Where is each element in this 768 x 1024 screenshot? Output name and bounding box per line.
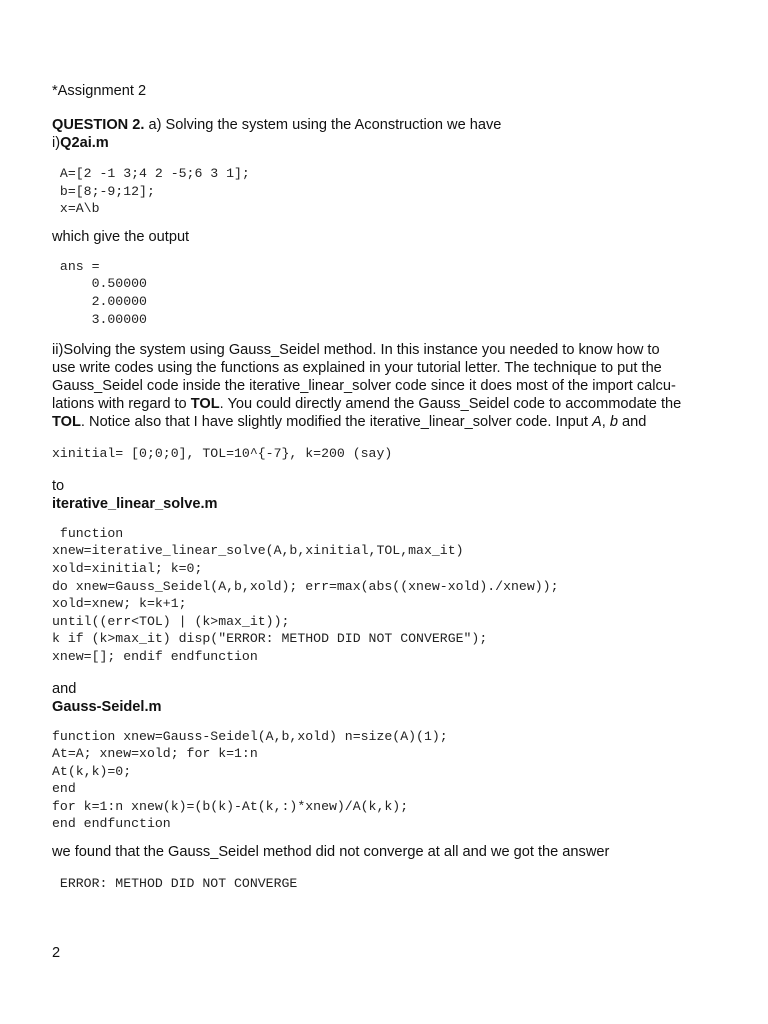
and-label: and (52, 680, 77, 697)
part-ii-paragraph (52, 341, 718, 431)
paragraph-line (52, 395, 718, 413)
code-line: xnew=[]; endif endfunction (52, 648, 258, 664)
code-line: xnew=iterative_linear_solve(A,b,xinitial,TOL,max_it) (52, 543, 464, 559)
to-label: to (52, 477, 65, 494)
code-line: b=[8;-9;12]; (52, 183, 155, 199)
output-intro: which give the output (52, 228, 190, 245)
paragraph-line (52, 413, 718, 431)
text-run: and (617, 414, 647, 431)
paragraph-line: use write codes using the functions as explained in your tutorial letter. The technique to put the (52, 360, 662, 377)
error-output: ERROR: METHOD DID NOT CONVERGE (52, 876, 298, 892)
part-i-code-block (52, 165, 718, 218)
paragraph-line: Gauss_Seidel code inside the iterative_linear_solver code since it does most of the import calcu- (52, 378, 676, 395)
code-line: x=A\b (52, 201, 100, 217)
code-line: function xnew=Gauss-Seidel(A,b,xold) n=size(A)(1); (52, 728, 448, 744)
code-line: end (52, 781, 76, 797)
gs-code-block (52, 728, 718, 834)
output-line: 2.00000 (52, 293, 147, 309)
output-line: 3.00000 (52, 311, 147, 327)
text-run: . You could directly amend the Gauss_Seidel code to accommodate the (219, 396, 682, 413)
part-i-filename: Q2ai.m (60, 135, 109, 151)
solver-code-block (52, 525, 718, 666)
code-line: function (52, 525, 124, 541)
document-page (52, 82, 718, 893)
question-label: QUESTION 2. (52, 117, 145, 133)
paragraph-line: ii)Solving the system using Gauss_Seidel method. In this instance you needed to know how to (52, 342, 660, 359)
var-b-italic: b (609, 414, 618, 431)
question-text: a) Solving the system using the Aconstruction we have (144, 117, 502, 133)
code-line: xold=xnew; k=k+1; (52, 596, 187, 612)
code-line: A=[2 -1 3;4 2 -5;6 3 1]; (52, 166, 250, 181)
code-line: xold=xinitial; k=0; (52, 560, 203, 576)
code-line: do xnew=Gauss_Seidel(A,b,xold); err=max(abs((xnew-xold)./xnew)); (52, 578, 559, 594)
part-i-output-block (52, 258, 718, 328)
tol-bold: TOL (190, 396, 220, 413)
input-values-code: xinitial= [0;0;0], TOL=10^{-7}, k=200 (say) (52, 446, 393, 462)
text-run: lations with regard to (52, 396, 191, 413)
code-line: end endfunction (52, 816, 171, 832)
code-line: until((err<TOL) | (k>max_it)); (52, 613, 290, 629)
page-number: 2 (52, 945, 61, 961)
output-line: 0.50000 (52, 276, 147, 292)
tol-bold: TOL (52, 414, 81, 431)
code-line: k if (k>max_it) disp("ERROR: METHOD DID NOT CONVERGE"); (52, 631, 488, 647)
code-line: for k=1:n xnew(k)=(b(k)-At(k,:)*xnew)/A(k,k); (52, 798, 409, 814)
text-run: , (601, 414, 610, 431)
var-a-italic: A (591, 414, 602, 431)
part-i-heading (52, 134, 718, 152)
text-run: . Notice also that I have slightly modified the iterative_linear_solver code. Input (80, 414, 592, 431)
output-line: ans = (52, 258, 100, 274)
code-line: At=A; xnew=xold; for k=1:n (52, 746, 258, 762)
part-i-prefix: i) (52, 135, 61, 151)
gs-filename: Gauss-Seidel.m (52, 698, 162, 715)
solver-filename: iterative_linear_solve.m (52, 495, 218, 512)
conclusion-text: we found that the Gauss_Seidel method did not converge at all and we got the answer (52, 844, 610, 861)
assignment-heading: *Assignment 2 (52, 83, 147, 99)
code-line: At(k,k)=0; (52, 763, 132, 779)
question-line (52, 116, 718, 134)
